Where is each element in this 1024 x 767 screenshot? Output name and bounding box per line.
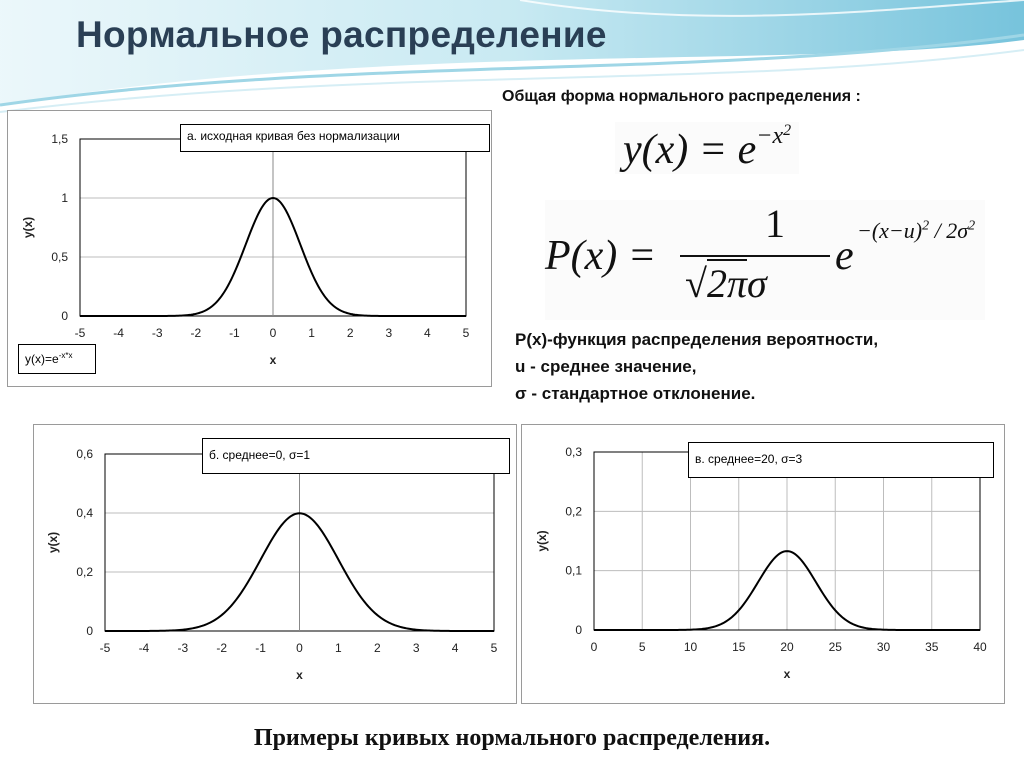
y-tick-label: 0,6 xyxy=(76,447,93,461)
x-tick-label: 3 xyxy=(385,326,393,340)
x-tick-label: -4 xyxy=(138,641,150,655)
x-tick-label: 0 xyxy=(296,641,303,655)
x-axis-label: x xyxy=(296,668,303,682)
x-tick-label: 4 xyxy=(451,641,459,655)
chart-a-legend: а. исходная кривая без нормализации xyxy=(180,124,490,152)
chart-c-panel xyxy=(521,424,1005,704)
x-tick-label: -2 xyxy=(216,641,228,655)
y-axis-label: y(x) xyxy=(21,216,35,239)
x-tick-label: -5 xyxy=(99,641,111,655)
y-tick-label: 0 xyxy=(86,624,93,638)
y-tick-label: 1 xyxy=(61,191,68,205)
y-tick-label: 0 xyxy=(575,623,582,637)
x-axis-label: x xyxy=(783,667,791,681)
x-tick-label: 30 xyxy=(876,640,891,654)
x-tick-label: 5 xyxy=(462,326,470,340)
x-tick-label: 35 xyxy=(925,640,939,654)
x-tick-label: 3 xyxy=(412,641,420,655)
x-tick-label: 4 xyxy=(424,326,431,340)
x-tick-label: 1 xyxy=(335,641,342,655)
desc-line: P(x)-функция распределения вероятности, xyxy=(515,330,879,349)
chart-b-legend: б. среднее=0, σ=1 xyxy=(202,438,510,474)
formula-heading: Общая форма нормального распределения : xyxy=(502,88,861,105)
formula-description xyxy=(515,326,878,407)
x-tick-label: 20 xyxy=(780,640,794,654)
x-tick-label: 0 xyxy=(590,640,598,654)
x-axis-label: x xyxy=(269,353,277,367)
x-tick-label: 10 xyxy=(683,640,698,654)
desc-line: σ - стандартное отклонение. xyxy=(515,384,756,403)
x-tick-label: -3 xyxy=(151,326,163,340)
y-tick-label: 0 xyxy=(61,309,68,323)
x-tick-label: 15 xyxy=(732,640,746,654)
chart-a-formula-text: y(x)=e xyxy=(25,352,59,366)
x-tick-label: 25 xyxy=(828,640,842,654)
x-tick-label: 2 xyxy=(346,326,354,340)
page-title: Нормальное распределение xyxy=(76,14,607,55)
x-tick-label: -2 xyxy=(190,326,202,340)
x-tick-label: 2 xyxy=(373,641,381,655)
chart-b-panel xyxy=(33,424,517,704)
x-tick-label: -1 xyxy=(229,326,240,340)
x-tick-label: -1 xyxy=(255,641,266,655)
desc-line: u - среднее значение, xyxy=(515,357,697,376)
x-tick-label: 5 xyxy=(490,641,498,655)
x-tick-label: -5 xyxy=(74,326,86,340)
page-caption: Примеры кривых нормального распределения. xyxy=(253,725,771,751)
y-tick-label: 0,5 xyxy=(51,250,68,264)
y-tick-label: 0,1 xyxy=(565,563,582,578)
chart-a-formula-sup: -x*x xyxy=(58,351,73,360)
x-tick-label: 40 xyxy=(973,640,987,654)
formula-normal-pdf: P(x) = 1 √2πσ e $-(x-u)^2 / 2\sigma^2$ xyxy=(545,200,985,320)
y-tick-label: 0,2 xyxy=(565,504,582,519)
x-tick-label: -3 xyxy=(177,641,189,655)
chart-a-panel xyxy=(7,110,492,387)
x-tick-label: 1 xyxy=(308,326,315,340)
x-tick-label: -4 xyxy=(113,326,124,340)
y-tick-label: 1,5 xyxy=(51,132,68,146)
y-tick-label: 0,4 xyxy=(76,506,93,520)
y-axis-label: y(x) xyxy=(535,530,549,552)
x-tick-label: 0 xyxy=(269,326,277,340)
x-tick-label: 5 xyxy=(638,640,646,654)
chart-c-legend: в. среднее=20, σ=3 xyxy=(688,442,994,478)
formula-y-exp: $y(x) = e^{-x^2}$ xyxy=(615,122,799,174)
y-axis-label: y(x) xyxy=(46,531,60,554)
y-tick-label: 0,3 xyxy=(565,445,582,459)
y-tick-label: 0,2 xyxy=(76,565,93,579)
chart-a-formula-label xyxy=(18,344,96,374)
